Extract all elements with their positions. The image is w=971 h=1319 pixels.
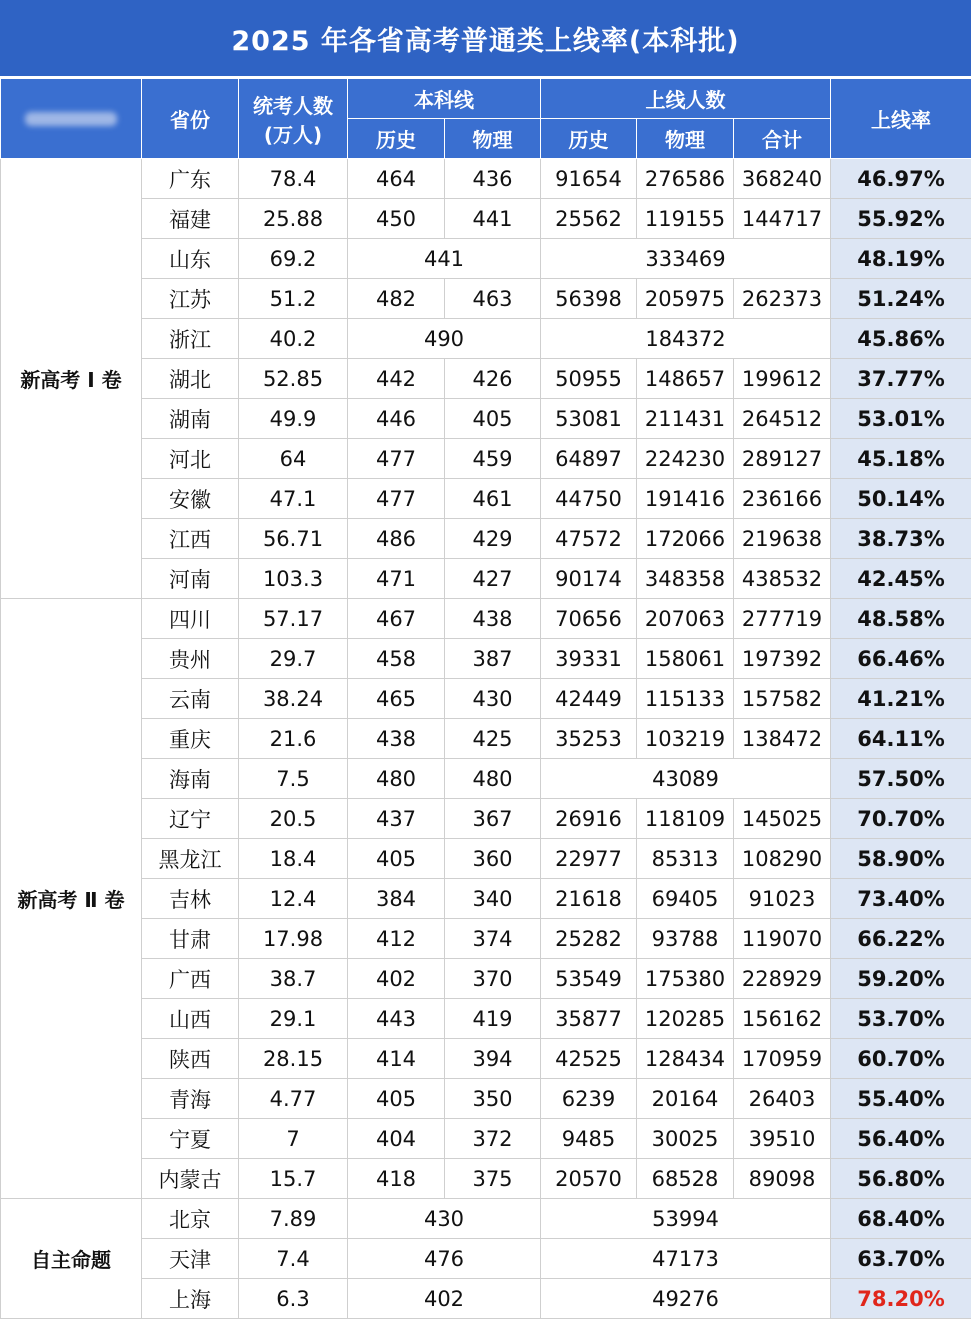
cell-passers-total: 368240 <box>734 159 831 199</box>
cell-passers-merged: 43089 <box>541 759 831 799</box>
cell-cutoff-physics: 429 <box>445 519 541 559</box>
cell-passers-physics: 128434 <box>637 1039 734 1079</box>
cell-examinees: 7.89 <box>239 1199 348 1239</box>
cell-cutoff-merged: 441 <box>348 239 541 279</box>
cell-rate: 63.70% <box>831 1239 971 1279</box>
cell-passers-total: 289127 <box>734 439 831 479</box>
cell-cutoff-history: 471 <box>348 559 445 599</box>
cell-examinees: 38.24 <box>239 679 348 719</box>
cell-cutoff-history: 458 <box>348 639 445 679</box>
header-cutoff-physics: 物理 <box>445 119 541 159</box>
cell-passers-physics: 172066 <box>637 519 734 559</box>
cell-province: 河南 <box>142 559 239 599</box>
table-row <box>1 999 971 1039</box>
cell-rate: 78.20% <box>831 1279 971 1319</box>
cell-province: 山西 <box>142 999 239 1039</box>
cell-examinees: 21.6 <box>239 719 348 759</box>
cell-passers-total: 197392 <box>734 639 831 679</box>
table-row <box>1 759 971 799</box>
cell-passers-physics: 69405 <box>637 879 734 919</box>
cell-rate: 48.19% <box>831 239 971 279</box>
cell-rate: 56.80% <box>831 1159 971 1199</box>
table-row <box>1 279 971 319</box>
cell-rate: 55.92% <box>831 199 971 239</box>
cell-examinees: 4.77 <box>239 1079 348 1119</box>
cell-passers-history: 26916 <box>541 799 637 839</box>
cell-rate: 56.40% <box>831 1119 971 1159</box>
cell-cutoff-physics: 350 <box>445 1079 541 1119</box>
cell-cutoff-physics: 367 <box>445 799 541 839</box>
table-row <box>1 839 971 879</box>
cell-rate: 51.24% <box>831 279 971 319</box>
cell-passers-total: 138472 <box>734 719 831 759</box>
cell-passers-physics: 148657 <box>637 359 734 399</box>
cell-rate: 66.22% <box>831 919 971 959</box>
cell-rate: 58.90% <box>831 839 971 879</box>
cell-passers-history: 70656 <box>541 599 637 639</box>
cell-passers-history: 6239 <box>541 1079 637 1119</box>
cell-passers-total: 228929 <box>734 959 831 999</box>
cell-province: 重庆 <box>142 719 239 759</box>
cell-cutoff-physics: 426 <box>445 359 541 399</box>
table-row <box>1 719 971 759</box>
cell-province: 甘肃 <box>142 919 239 959</box>
table-row <box>1 359 971 399</box>
cell-passers-history: 64897 <box>541 439 637 479</box>
cell-cutoff-physics: 370 <box>445 959 541 999</box>
cell-province: 广西 <box>142 959 239 999</box>
cell-passers-history: 53549 <box>541 959 637 999</box>
cell-rate: 41.21% <box>831 679 971 719</box>
cell-passers-physics: 103219 <box>637 719 734 759</box>
cell-passers-total: 438532 <box>734 559 831 599</box>
cell-examinees: 78.4 <box>239 159 348 199</box>
cell-province: 四川 <box>142 599 239 639</box>
table-row <box>1 1199 971 1239</box>
cell-passers-physics: 205975 <box>637 279 734 319</box>
cell-cutoff-merged: 430 <box>348 1199 541 1239</box>
cell-examinees: 69.2 <box>239 239 348 279</box>
cell-passers-total: 119070 <box>734 919 831 959</box>
table-row <box>1 1039 971 1079</box>
cell-cutoff-history: 412 <box>348 919 445 959</box>
cell-province: 宁夏 <box>142 1119 239 1159</box>
cell-passers-history: 35253 <box>541 719 637 759</box>
cell-province: 福建 <box>142 199 239 239</box>
cell-rate: 37.77% <box>831 359 971 399</box>
cell-passers-history: 91654 <box>541 159 637 199</box>
cell-passers-history: 25562 <box>541 199 637 239</box>
cell-passers-total: 264512 <box>734 399 831 439</box>
cell-examinees: 38.7 <box>239 959 348 999</box>
cell-cutoff-history: 437 <box>348 799 445 839</box>
table-row <box>1 479 971 519</box>
cell-cutoff-physics: 387 <box>445 639 541 679</box>
cell-passers-history: 22977 <box>541 839 637 879</box>
cell-rate: 55.40% <box>831 1079 971 1119</box>
table-header <box>1 79 971 159</box>
cell-passers-physics: 348358 <box>637 559 734 599</box>
cell-cutoff-physics: 375 <box>445 1159 541 1199</box>
cell-examinees: 57.17 <box>239 599 348 639</box>
cell-province: 山东 <box>142 239 239 279</box>
cell-rate: 38.73% <box>831 519 971 559</box>
table-row <box>1 599 971 639</box>
cell-passers-merged: 184372 <box>541 319 831 359</box>
cell-cutoff-physics: 463 <box>445 279 541 319</box>
blurred-watermark <box>25 112 117 126</box>
table-row <box>1 519 971 559</box>
group-label: 新高考 Ⅱ 卷 <box>1 599 142 1199</box>
cell-examinees: 7.5 <box>239 759 348 799</box>
cell-cutoff-merged: 402 <box>348 1279 541 1319</box>
cell-province: 陕西 <box>142 1039 239 1079</box>
cell-passers-total: 145025 <box>734 799 831 839</box>
cell-cutoff-history: 467 <box>348 599 445 639</box>
table-row <box>1 159 971 199</box>
admission-rate-table <box>0 78 971 1319</box>
cell-rate: 53.01% <box>831 399 971 439</box>
cell-province: 湖北 <box>142 359 239 399</box>
header-passers-total: 合计 <box>734 119 831 159</box>
cell-cutoff-history: 438 <box>348 719 445 759</box>
group-label: 自主命题 <box>1 1199 142 1319</box>
cell-rate: 45.86% <box>831 319 971 359</box>
cell-passers-physics: 191416 <box>637 479 734 519</box>
cell-passers-total: 144717 <box>734 199 831 239</box>
cell-passers-merged: 47173 <box>541 1239 831 1279</box>
cell-cutoff-physics: 430 <box>445 679 541 719</box>
cell-cutoff-physics: 436 <box>445 159 541 199</box>
cell-passers-total: 199612 <box>734 359 831 399</box>
cell-province: 天津 <box>142 1239 239 1279</box>
header-rate: 上线率 <box>831 79 971 159</box>
cell-cutoff-history: 402 <box>348 959 445 999</box>
cell-province: 江苏 <box>142 279 239 319</box>
cell-examinees: 28.15 <box>239 1039 348 1079</box>
cell-province: 湖南 <box>142 399 239 439</box>
cell-passers-physics: 276586 <box>637 159 734 199</box>
cell-examinees: 18.4 <box>239 839 348 879</box>
cell-cutoff-history: 482 <box>348 279 445 319</box>
cell-cutoff-history: 465 <box>348 679 445 719</box>
cell-passers-total: 39510 <box>734 1119 831 1159</box>
cell-passers-total: 219638 <box>734 519 831 559</box>
cell-province: 安徽 <box>142 479 239 519</box>
cell-examinees: 20.5 <box>239 799 348 839</box>
cell-cutoff-history: 384 <box>348 879 445 919</box>
cell-cutoff-physics: 459 <box>445 439 541 479</box>
table-row <box>1 919 971 959</box>
header-examinees <box>239 79 348 159</box>
cell-cutoff-physics: 427 <box>445 559 541 599</box>
cell-passers-total: 91023 <box>734 879 831 919</box>
cell-cutoff-history: 464 <box>348 159 445 199</box>
table-row <box>1 799 971 839</box>
cell-cutoff-physics: 438 <box>445 599 541 639</box>
cell-examinees: 12.4 <box>239 879 348 919</box>
cell-cutoff-history: 442 <box>348 359 445 399</box>
cell-passers-total: 108290 <box>734 839 831 879</box>
cell-passers-physics: 207063 <box>637 599 734 639</box>
cell-cutoff-history: 486 <box>348 519 445 559</box>
cell-cutoff-physics: 374 <box>445 919 541 959</box>
table-row <box>1 399 971 439</box>
cell-province: 浙江 <box>142 319 239 359</box>
header-examinees-line1: 统考人数 <box>253 93 333 118</box>
cell-examinees: 47.1 <box>239 479 348 519</box>
cell-cutoff-history: 405 <box>348 1079 445 1119</box>
table-row <box>1 1239 971 1279</box>
table-row <box>1 199 971 239</box>
cell-cutoff-physics: 461 <box>445 479 541 519</box>
cell-passers-total: 157582 <box>734 679 831 719</box>
cell-examinees: 25.88 <box>239 199 348 239</box>
table-row <box>1 439 971 479</box>
header-examinees-line2: (万人) <box>263 122 323 147</box>
cell-province: 贵州 <box>142 639 239 679</box>
header-cutoff-history: 历史 <box>348 119 445 159</box>
cell-passers-physics: 211431 <box>637 399 734 439</box>
cell-passers-merged: 49276 <box>541 1279 831 1319</box>
cell-cutoff-physics: 425 <box>445 719 541 759</box>
cell-cutoff-history: 450 <box>348 199 445 239</box>
cell-passers-history: 44750 <box>541 479 637 519</box>
cell-cutoff-physics: 394 <box>445 1039 541 1079</box>
cell-province: 青海 <box>142 1079 239 1119</box>
table-row <box>1 239 971 279</box>
table-row <box>1 1279 971 1319</box>
table-row <box>1 959 971 999</box>
header-passers-history: 历史 <box>541 119 637 159</box>
cell-passers-history: 21618 <box>541 879 637 919</box>
cell-rate: 68.40% <box>831 1199 971 1239</box>
cell-passers-physics: 20164 <box>637 1079 734 1119</box>
cell-cutoff-history: 414 <box>348 1039 445 1079</box>
cell-rate: 42.45% <box>831 559 971 599</box>
cell-examinees: 7.4 <box>239 1239 348 1279</box>
table-row <box>1 1079 971 1119</box>
cell-rate: 66.46% <box>831 639 971 679</box>
cell-passers-history: 50955 <box>541 359 637 399</box>
cell-examinees: 29.7 <box>239 639 348 679</box>
cell-passers-total: 156162 <box>734 999 831 1039</box>
cell-passers-physics: 119155 <box>637 199 734 239</box>
cell-cutoff-physics: 372 <box>445 1119 541 1159</box>
cell-passers-total: 170959 <box>734 1039 831 1079</box>
cell-province: 河北 <box>142 439 239 479</box>
cell-passers-physics: 68528 <box>637 1159 734 1199</box>
cell-cutoff-history: 443 <box>348 999 445 1039</box>
cell-examinees: 17.98 <box>239 919 348 959</box>
cell-cutoff-physics: 419 <box>445 999 541 1039</box>
cell-cutoff-merged: 476 <box>348 1239 541 1279</box>
cell-province: 江西 <box>142 519 239 559</box>
cell-rate: 46.97% <box>831 159 971 199</box>
cell-passers-physics: 30025 <box>637 1119 734 1159</box>
cell-passers-history: 47572 <box>541 519 637 559</box>
cell-passers-history: 20570 <box>541 1159 637 1199</box>
header-cutoff: 本科线 <box>348 79 541 119</box>
cell-examinees: 49.9 <box>239 399 348 439</box>
cell-examinees: 52.85 <box>239 359 348 399</box>
cell-examinees: 56.71 <box>239 519 348 559</box>
table-body <box>1 159 971 1319</box>
header-province: 省份 <box>142 79 239 159</box>
cell-passers-physics: 175380 <box>637 959 734 999</box>
cell-passers-merged: 53994 <box>541 1199 831 1239</box>
cell-cutoff-physics: 360 <box>445 839 541 879</box>
cell-cutoff-physics: 340 <box>445 879 541 919</box>
cell-passers-physics: 85313 <box>637 839 734 879</box>
cell-examinees: 29.1 <box>239 999 348 1039</box>
cell-rate: 64.11% <box>831 719 971 759</box>
cell-rate: 59.20% <box>831 959 971 999</box>
cell-passers-physics: 118109 <box>637 799 734 839</box>
cell-rate: 50.14% <box>831 479 971 519</box>
cell-cutoff-physics: 405 <box>445 399 541 439</box>
cell-province: 云南 <box>142 679 239 719</box>
cell-cutoff-history: 405 <box>348 839 445 879</box>
cell-passers-history: 35877 <box>541 999 637 1039</box>
cell-passers-history: 56398 <box>541 279 637 319</box>
cell-cutoff-history: 480 <box>348 759 445 799</box>
cell-cutoff-history: 477 <box>348 479 445 519</box>
cell-province: 辽宁 <box>142 799 239 839</box>
cell-passers-merged: 333469 <box>541 239 831 279</box>
cell-examinees: 15.7 <box>239 1159 348 1199</box>
cell-passers-history: 90174 <box>541 559 637 599</box>
cell-cutoff-merged: 490 <box>348 319 541 359</box>
cell-passers-history: 42525 <box>541 1039 637 1079</box>
cell-passers-total: 89098 <box>734 1159 831 1199</box>
cell-province: 黑龙江 <box>142 839 239 879</box>
cell-passers-history: 39331 <box>541 639 637 679</box>
cell-province: 海南 <box>142 759 239 799</box>
cell-cutoff-physics: 480 <box>445 759 541 799</box>
cell-passers-history: 53081 <box>541 399 637 439</box>
cell-passers-physics: 158061 <box>637 639 734 679</box>
table-title: 2025 年各省高考普通类上线率(本科批) <box>0 0 971 78</box>
table-row <box>1 639 971 679</box>
group-label: 新高考 Ⅰ 卷 <box>1 159 142 599</box>
header-passers-physics: 物理 <box>637 119 734 159</box>
table-row <box>1 1159 971 1199</box>
cell-cutoff-history: 477 <box>348 439 445 479</box>
cell-rate: 53.70% <box>831 999 971 1039</box>
cell-examinees: 64 <box>239 439 348 479</box>
cell-province: 内蒙古 <box>142 1159 239 1199</box>
cell-passers-physics: 224230 <box>637 439 734 479</box>
cell-passers-physics: 93788 <box>637 919 734 959</box>
cell-rate: 70.70% <box>831 799 971 839</box>
cell-passers-history: 9485 <box>541 1119 637 1159</box>
cell-cutoff-history: 418 <box>348 1159 445 1199</box>
cell-passers-total: 277719 <box>734 599 831 639</box>
cell-examinees: 51.2 <box>239 279 348 319</box>
cell-passers-history: 25282 <box>541 919 637 959</box>
cell-examinees: 7 <box>239 1119 348 1159</box>
cell-province: 广东 <box>142 159 239 199</box>
cell-passers-total: 26403 <box>734 1079 831 1119</box>
table-row <box>1 559 971 599</box>
cell-province: 吉林 <box>142 879 239 919</box>
cell-rate: 57.50% <box>831 759 971 799</box>
cell-province: 北京 <box>142 1199 239 1239</box>
cell-passers-physics: 115133 <box>637 679 734 719</box>
cell-rate: 45.18% <box>831 439 971 479</box>
table-row <box>1 679 971 719</box>
table-row <box>1 879 971 919</box>
cell-rate: 73.40% <box>831 879 971 919</box>
cell-examinees: 6.3 <box>239 1279 348 1319</box>
cell-passers-total: 262373 <box>734 279 831 319</box>
cell-passers-history: 42449 <box>541 679 637 719</box>
cell-cutoff-history: 404 <box>348 1119 445 1159</box>
cell-province: 上海 <box>142 1279 239 1319</box>
cell-rate: 60.70% <box>831 1039 971 1079</box>
cell-examinees: 103.3 <box>239 559 348 599</box>
cell-cutoff-history: 446 <box>348 399 445 439</box>
cell-passers-total: 236166 <box>734 479 831 519</box>
cell-cutoff-physics: 441 <box>445 199 541 239</box>
cell-examinees: 40.2 <box>239 319 348 359</box>
cell-passers-physics: 120285 <box>637 999 734 1039</box>
table-row <box>1 1119 971 1159</box>
blurred-header-cell <box>1 79 142 159</box>
table-row <box>1 319 971 359</box>
header-passers: 上线人数 <box>541 79 831 119</box>
cell-rate: 48.58% <box>831 599 971 639</box>
